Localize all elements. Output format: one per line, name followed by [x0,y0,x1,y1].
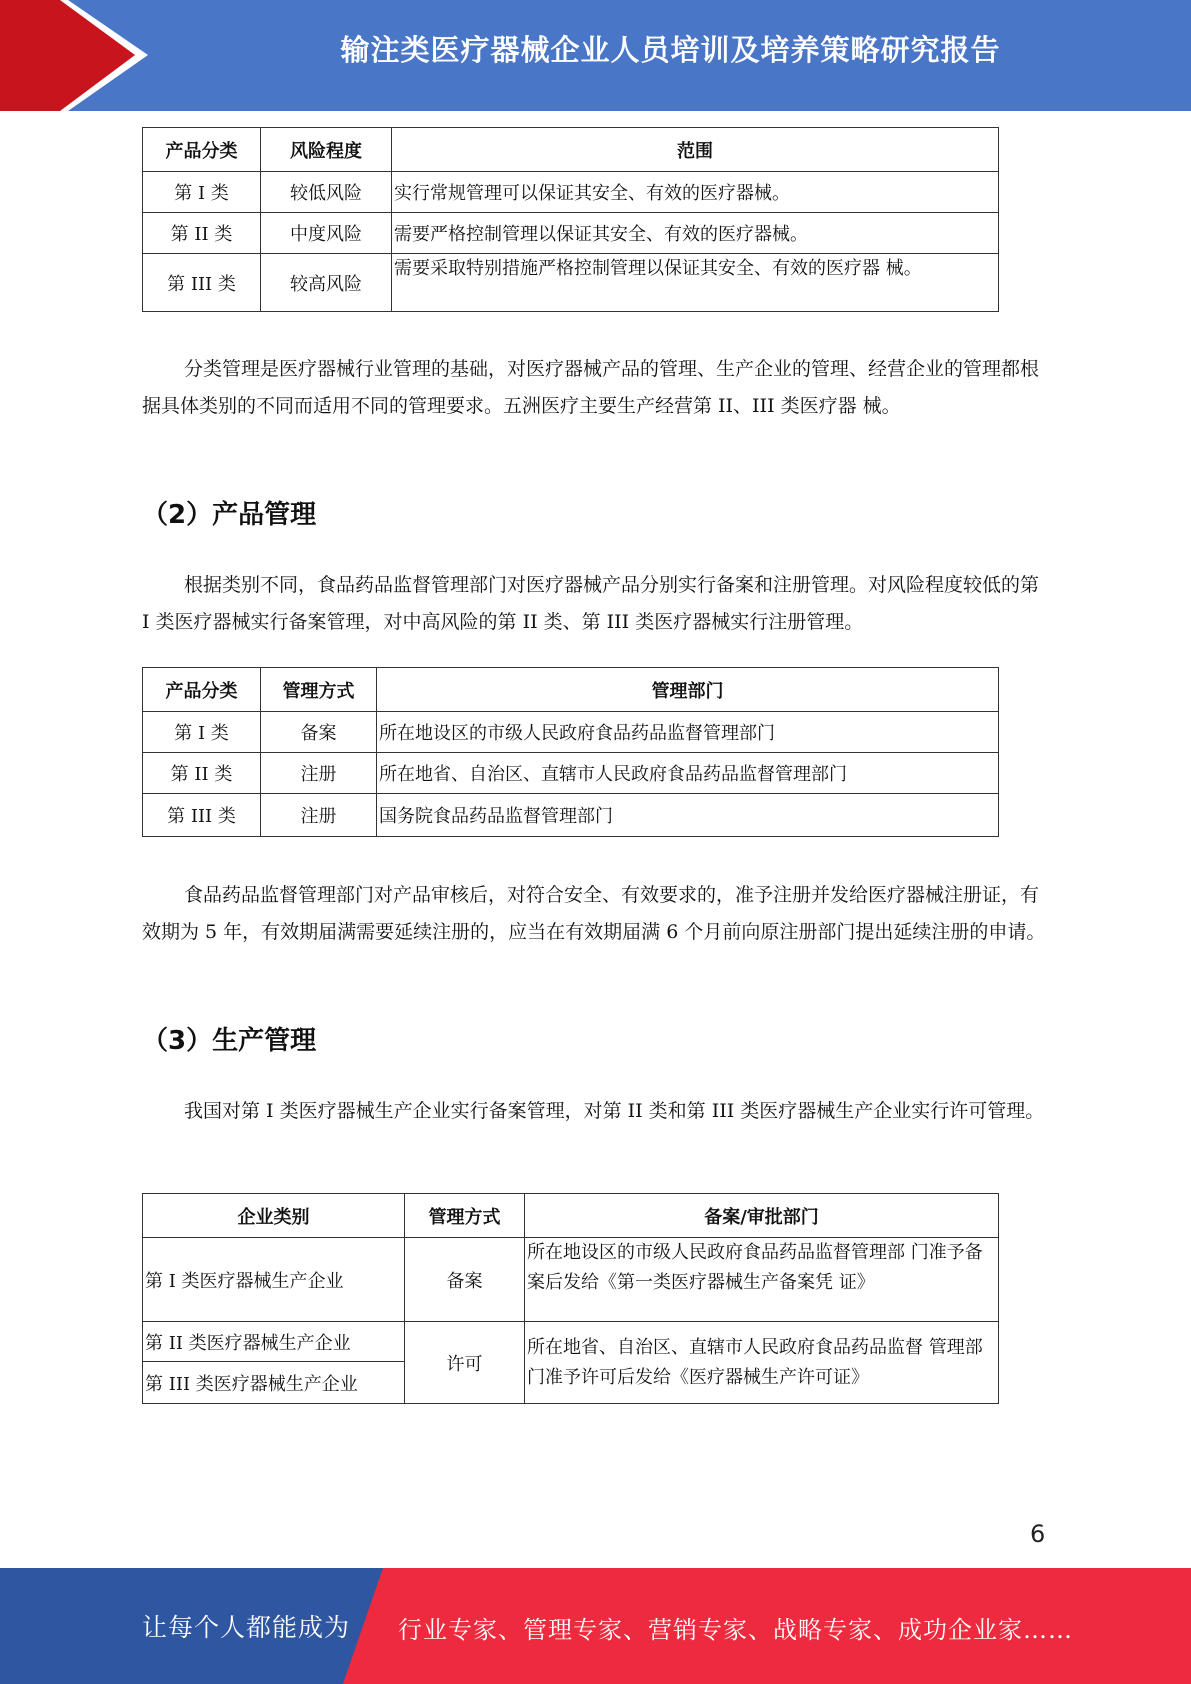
table-row [143,1238,999,1322]
table-row [143,753,999,794]
paragraph: 分类管理是医疗器械行业管理的基础，对医疗器械产品的管理、生产企业的管理、经营企业的管理都根据具体类别的不同而适用不同的管理要求。五洲医疗主要生产经营第 II、III 类医疗器 械。 [142,358,1040,417]
table-cell: 第 III 类 [143,794,261,837]
table-header-cell: 范围 [392,128,999,172]
table-header-cell: 管理部门 [377,668,999,712]
table-header-cell: 产品分类 [143,128,261,172]
table-cell: 需要采取特别措施严格控制管理以保证其安全、有效的医疗器 械。 [392,254,999,312]
table-cell: 较低风险 [261,172,392,213]
red-chevron-icon [0,0,160,111]
table-row [143,254,999,312]
table-cell: 所在地省、自治区、直辖市人民政府食品药品监督管理部门 [377,753,999,794]
table-header-cell: 备案/审批部门 [525,1194,999,1238]
table-header-cell: 企业类别 [143,1194,405,1238]
footer-slogan-right: 行业专家、管理专家、营销专家、战略专家、成功企业家…… [398,1616,1073,1644]
table-header-cell: 管理方式 [405,1194,525,1238]
paragraph: 我国对第 I 类医疗器械生产企业实行备案管理，对第 II 类和第 III 类医疗器械生产企业实行许可管理。 [184,1100,1045,1122]
table-cell: 备案 [261,712,377,753]
production-table [142,1193,999,1404]
table-row [143,794,999,837]
table-cell: 所在地设区的市级人民政府食品药品监督管理部 门准予备案后发给《第一类医疗器械生产备案凭 证》 [525,1238,999,1322]
table-header-row [143,1194,999,1238]
section-heading: （3）生产管理 [142,1026,317,1056]
page-number: 6 [1030,1520,1046,1548]
table-header-row [143,668,999,712]
table-cell: 需要严格控制管理以保证其安全、有效的医疗器械。 [392,213,999,254]
paragraph: 根据类别不同，食品药品监督管理部门对医疗器械产品分别实行备案和注册管理。对风险程度较低的第 I 类医疗器械实行备案管理，对中高风险的第 II 类、第 III 类医疗器械实行注册管理。 [142,574,1040,633]
table-header-cell: 产品分类 [143,668,261,712]
table-cell: 国务院食品药品监督管理部门 [377,794,999,837]
footer-slogan-left: 让每个人都能成为 [142,1613,351,1642]
header-title: 输注类医疗器械企业人员培训及培养策略研究报告 [340,33,1001,67]
table-cell: 第 I 类 [143,712,261,753]
table-cell: 第 I 类 [143,172,261,213]
table-cell: 第 I 类医疗器械生产企业 [143,1238,405,1322]
table-cell: 所在地设区的市级人民政府食品药品监督管理部门 [377,712,999,753]
table-cell: 第 II 类 [143,753,261,794]
table-cell: 许可 [405,1322,525,1404]
table-cell: 较高风险 [261,254,392,312]
table-row [143,712,999,753]
paragraph: 食品药品监督管理部门对产品审核后，对符合安全、有效要求的，准予注册并发给医疗器械注册证，有效期为 5 年，有效期届满需要延续注册的，应当在有效期届满 6 个月前向原注册部门提出延续注册的申请。 [142,884,1046,943]
table-cell: 第 III 类医疗器械生产企业 [143,1362,405,1404]
management-table [142,667,999,837]
table-cell: 注册 [261,753,377,794]
table-row [143,213,999,254]
table-header-cell: 管理方式 [261,668,377,712]
page-header [0,0,1191,111]
table-cell: 备案 [405,1238,525,1322]
table-cell: 实行常规管理可以保证其安全、有效的医疗器械。 [392,172,999,213]
table-cell: 第 II 类医疗器械生产企业 [143,1322,405,1362]
table-header-row [143,128,999,172]
classification-table [142,127,999,312]
table-cell: 所在地省、自治区、直辖市人民政府食品药品监督 管理部门准予许可后发给《医疗器械生产许可证》 [525,1322,999,1404]
table-cell: 注册 [261,794,377,837]
table-header-cell: 风险程度 [261,128,392,172]
table-row [143,1322,999,1362]
section-heading: （2）产品管理 [142,500,317,530]
table-row [143,172,999,213]
page-footer [0,1568,1191,1684]
table-cell: 中度风险 [261,213,392,254]
table-cell: 第 II 类 [143,213,261,254]
table-cell: 第 III 类 [143,254,261,312]
